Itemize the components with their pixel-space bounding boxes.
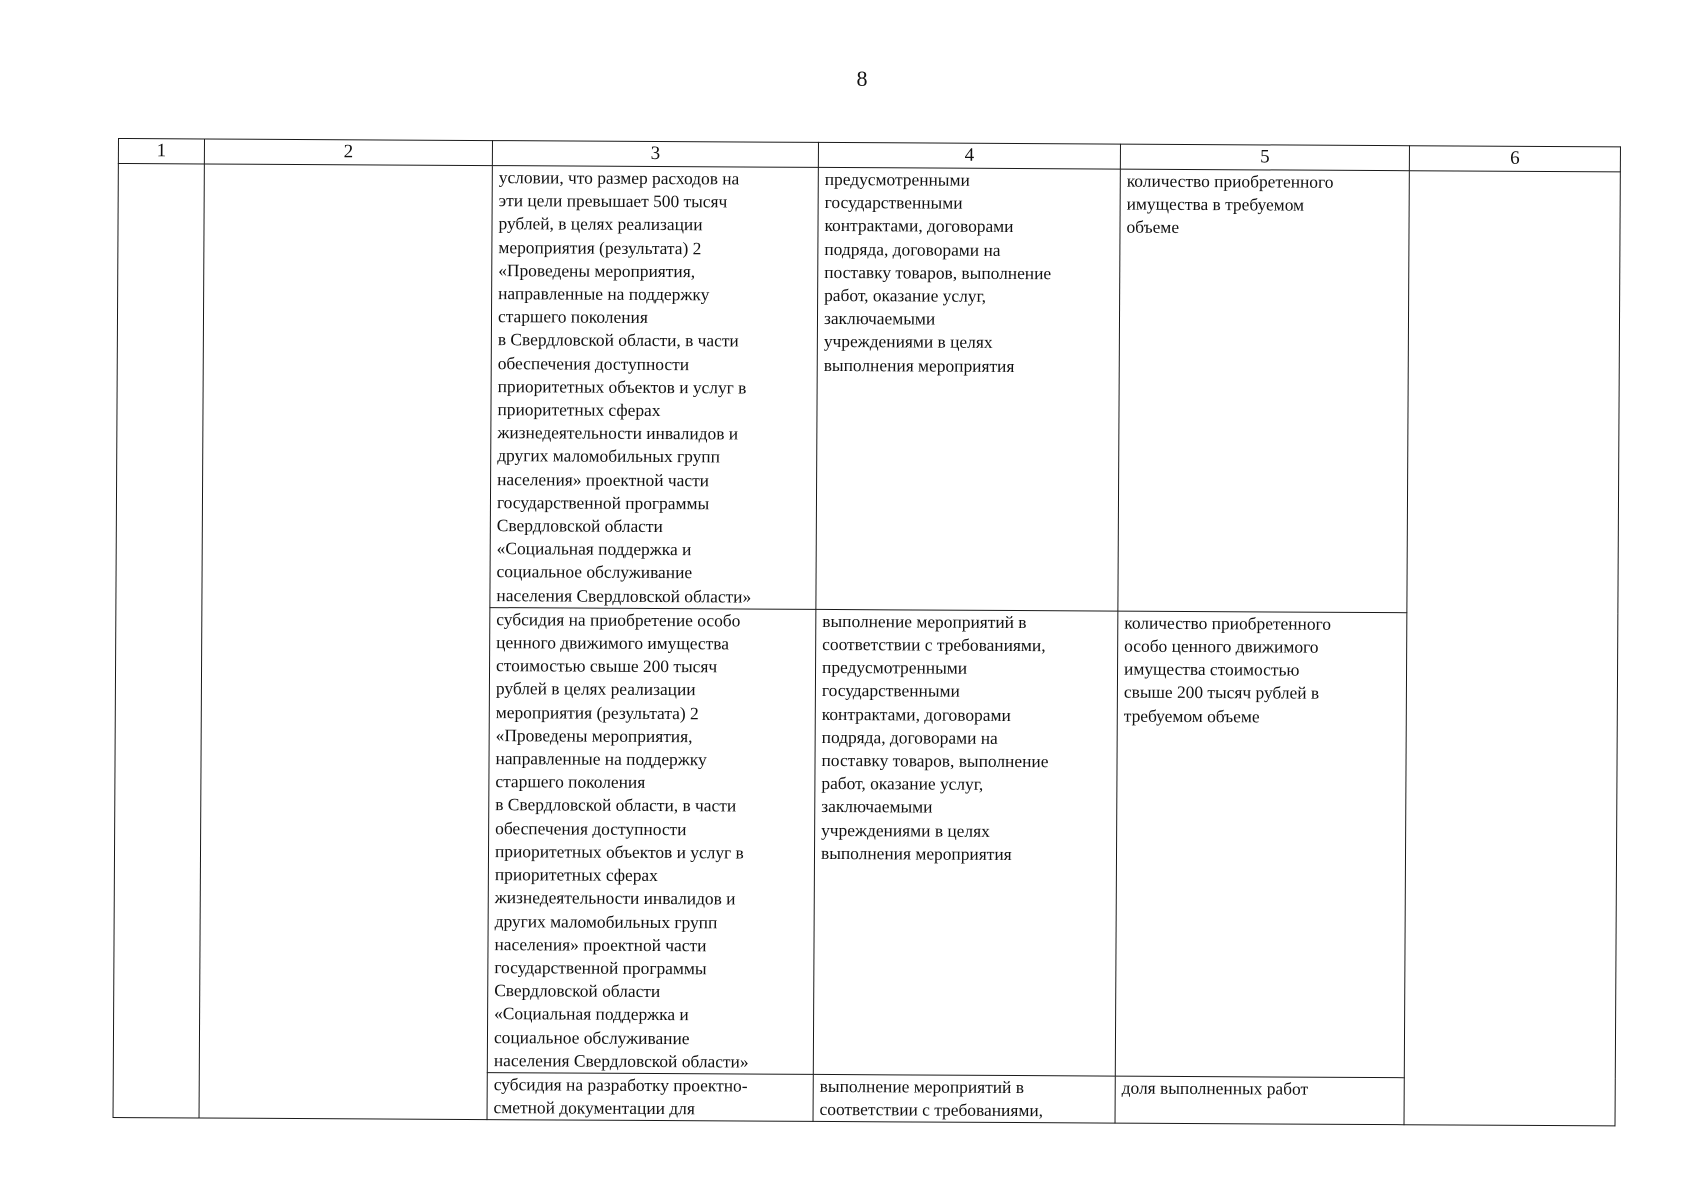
row-cell-col1 xyxy=(113,164,204,1119)
row-cell-col3: субсидия на разработку проектно- сметной документации для xyxy=(487,1072,813,1121)
row-cell-col5: количество приобретенного имущества в требуемом объеме xyxy=(1118,169,1409,612)
row-cell-col4: предусмотренными государственными контрактами, договорами подряда, договорами на поставку товаров, выполнение работ, оказание услуг, заключаемыми учреждениями в целях выполнения мероприятия xyxy=(816,167,1120,611)
row-cell-col2 xyxy=(199,164,492,1120)
column-header-4: 4 xyxy=(818,142,1120,169)
row-cell-col4: выполнение мероприятий в соответствии с требованиями, предусмотренными государственными контрактами, договорами подряда, договорами на поставку товаров, выполнение работ, оказание услуг, заключаемыми учреждениями в целях выполнения мероприятия xyxy=(813,609,1118,1076)
data-table xyxy=(113,138,1621,1127)
column-header-5: 5 xyxy=(1120,144,1409,171)
row-cell-col5: доля выполненных работ xyxy=(1115,1076,1404,1125)
table-row xyxy=(116,164,1620,614)
row-cell-col3: субсидия на приобретение особо ценного движимого имущества стоимостью свыше 200 тысяч рублей в целях реализации мероприятия (результата) 2 «Проведены мероприятия, направленные на поддержку старшего поколения в Свердловской области, в части обеспечения доступности приоритетных объектов и услуг в приоритетных сферах жизнедеятельности инвалидов и других маломобильных групп населения» проектной части государственной программы Свердловской области «Социальная поддержка и социальное обслуживание населения Свердловской области» xyxy=(487,607,816,1074)
row-cell-col6 xyxy=(1404,171,1620,1126)
page-number: 8 xyxy=(856,66,868,91)
row-cell-col4: выполнение мероприятий в соответствии с требованиями, xyxy=(813,1074,1115,1123)
column-header-1: 1 xyxy=(118,139,204,164)
column-header-2: 2 xyxy=(204,139,492,166)
row-cell-col3: условии, что размер расходов на эти цели превышает 500 тысяч рублей, в целях реализации мероприятия (результата) 2 «Проведены мероприятия, направленные на поддержку старшего поколения в Свердловской области, в части обеспечения доступности приоритетных объектов и услуг в приоритетных сферах жизнедеятельности инвалидов и других маломобильных групп населения» проектной части государственной программы Свердловской области «Социальная поддержка и социальное обслуживание населения Свердловской области» xyxy=(490,166,818,610)
column-header-6: 6 xyxy=(1409,146,1620,172)
row-cell-col5: количество приобретенного особо ценного движимого имущества стоимостью свыше 200 тысяч рублей в требуемом объеме xyxy=(1115,611,1407,1078)
column-header-3: 3 xyxy=(492,141,818,168)
